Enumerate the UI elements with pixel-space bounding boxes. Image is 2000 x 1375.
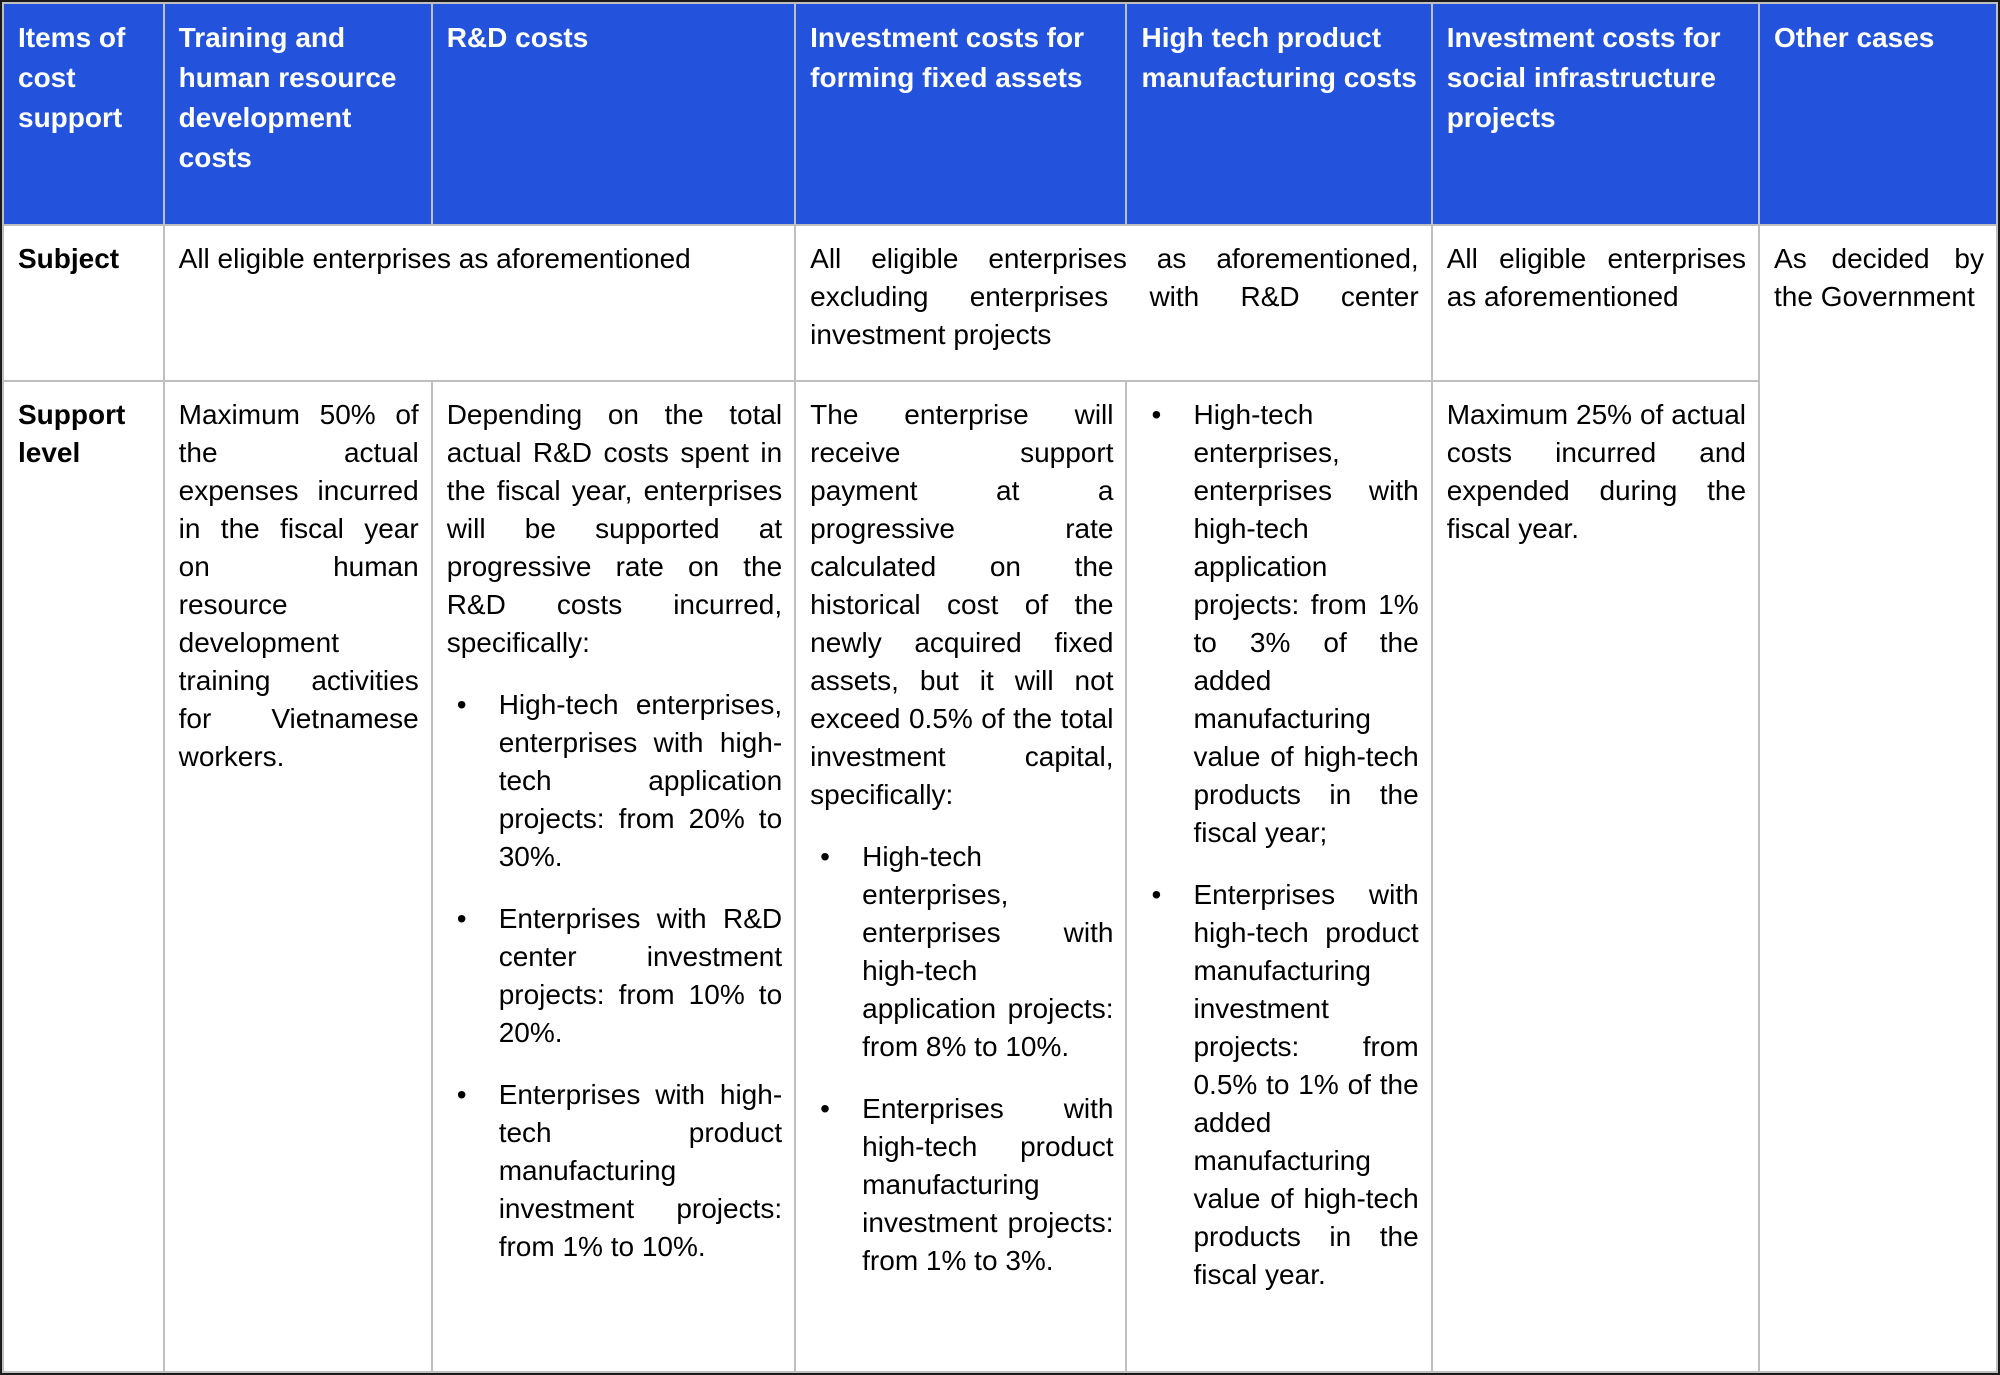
header-fixed-assets-costs: Investment costs for forming fixed assets [795,3,1126,225]
support-fixed-assets-cell [795,381,1126,1372]
header-hightech-manufacturing-costs: High tech product manufacturing costs [1126,3,1431,225]
support-training-cell: Maximum 50% of the actual expenses incurred in the fiscal year on human resource development training activities for Vietnamese workers. [164,381,432,1372]
subject-other-cases-cell: As decided by the Government [1759,225,1997,1372]
cost-support-table [2,2,1998,1373]
bullet-item: • Enterprises with R&D center investment projects: from 10% to 20%. [447,900,782,1052]
subject-row-label: Subject [3,225,164,381]
header-other-cases: Other cases [1759,3,1997,225]
subject-fixed-assets-and-hightech-cell: All eligible enterprises as aforementioned, excluding enterprises with R&D center investment projects [795,225,1432,381]
support-level-row-label: Support level [3,381,164,1372]
bullet-item: • High-tech enterprises, enterprises with high-tech application projects: from 20% to 30%. [447,686,782,876]
subject-row [3,225,1997,381]
subject-training-and-rnd-cell: All eligible enterprises as aforementioned [164,225,796,381]
hightech-bullet-list [1141,396,1418,1294]
support-hightech-cell [1126,381,1431,1372]
header-items-of-cost-support: Items of cost support [3,3,164,225]
header-rnd-costs: R&D costs [432,3,795,225]
rnd-intro-paragraph: Depending on the total actual R&D costs spent in the fiscal year, enterprises will be supported at progressive rate on the R&D costs incurred, specifically: [446,399,783,658]
support-rnd-cell [432,381,795,1372]
subject-social-infrastructure-cell: All eligible enterprises as aforementioned [1432,225,1759,381]
bullet-item: • High-tech enterprises, enterprises with high-tech application projects: from 8% to 10%. [810,838,1113,1066]
support-level-row [3,381,1997,1372]
bullet-item: • Enterprises with high-tech product manufacturing investment projects: from 1% to 10%. [447,1076,782,1266]
bullet-item: • High-tech enterprises, enterprises with high-tech application projects: from 1% to 3% of the added manufacturing value of high-tech products in the fiscal year; [1141,396,1418,852]
bullet-item: • Enterprises with high-tech product manufacturing investment projects: from 1% to 3%. [810,1090,1113,1280]
header-training-costs: Training and human resource development costs [164,3,432,225]
support-social-infrastructure-cell: Maximum 25% of actual costs incurred and expended during the fiscal year. [1432,381,1759,1372]
fixed-assets-intro-paragraph: The enterprise will receive support payment at a progressive rate calculated on the historical cost of the newly acquired fixed assets, but it will not exceed 0.5% of the total investment capital, specifically: [810,399,1114,810]
header-social-infrastructure-costs: Investment costs for social infrastructure projects [1432,3,1759,225]
fixed-assets-bullet-list [810,838,1113,1280]
bullet-item: • Enterprises with high-tech product manufacturing investment projects: from 0.5% to 1% of the added manufacturing value of high-tech products in the fiscal year. [1141,876,1418,1294]
rnd-bullet-list [447,686,782,1266]
header-row [3,3,1997,225]
